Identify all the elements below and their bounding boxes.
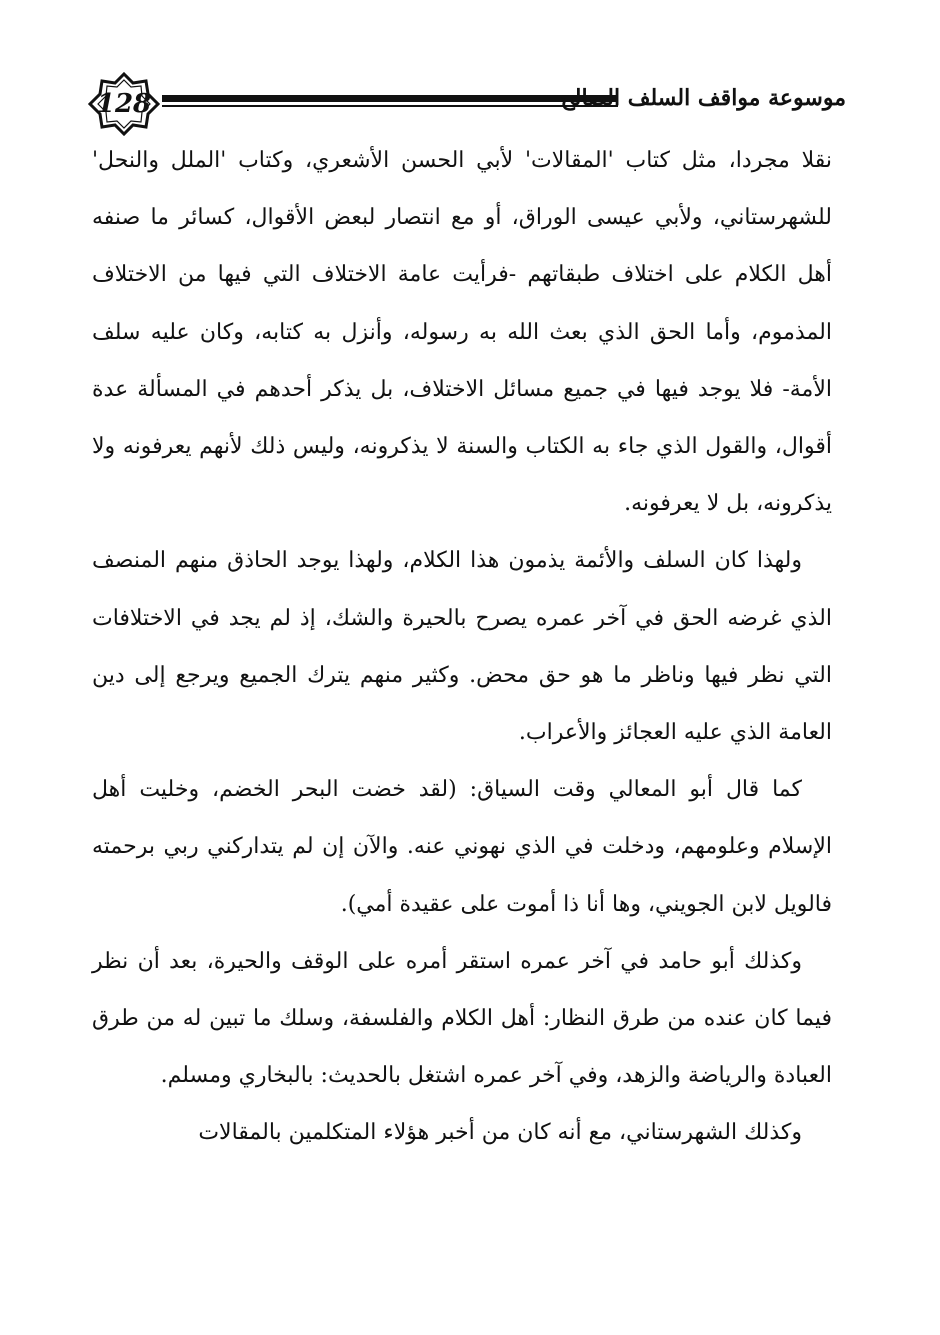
paragraph-5: وكذلك الشهرستاني، مع أنه كان من أخبر هؤلاء المتكلمين بالمقالات	[198, 1120, 802, 1146]
header-rule-thick	[162, 95, 618, 102]
header-rule	[162, 95, 618, 109]
page-body	[92, 132, 832, 1162]
paragraph-2: ولهذا كان السلف والأئمة يذمون هذا الكلام، ولهذا يوجد الحاذق منهم المنصف الذي غرضه الحق في آخر عمره يصرح بالحيرة والشك، إذ لم يجد في الاختلافات التي نظر فيها وناظر ما هو حق محض. وكثير منهم يترك الجميع ويرجع إلى دين العامة الذي عليه العجائز والأعراب.	[92, 548, 832, 746]
page-number: 128	[96, 89, 152, 119]
paragraph-4: وكذلك أبو حامد في آخر عمره استقر أمره على الوقف والحيرة، بعد أن نظر فيما كان عنده من طرق النظار: أهل الكلام والفلسفة، وسلك ما تبين له من طرق العبادة والرياضة والزهد، وفي آخر عمره اشتغل بالحديث: بالبخاري ومسلم.	[92, 948, 832, 1089]
header-rule-thin	[162, 105, 618, 107]
book-title: موسوعة مواقف السلف الصالح	[560, 85, 846, 111]
paragraph-3: كما قال أبو المعالي وقت السياق: (لقد خضت البحر الخضم، وخليت أهل الإسلام وعلومهم، ودخلت في الذي نهوني عنه. والآن إن لم يتداركني ربي برحمته فالويل لابن الجويني، وها أنا ذا أموت على عقيدة أمي).	[92, 777, 832, 917]
paragraph-1: نقلا مجردا، مثل كتاب 'المقالات' لأبي الحسن الأشعري، وكتاب 'الملل والنحل' للشهرستاني، ولأبي عيسى الوراق، أو مع انتصار لبعض الأقوال، كسائر ما صنفه أهل الكلام على اختلاف طبقاتهم -فرأيت عامة الاختلاف التي فيها من الاختلاف المذموم، وأما الحق الذي بعث الله به رسوله، وأنزل به كتابه، وكان عليه سلف الأمة- فلا يوجد فيها في جميع مسائل الاختلاف، بل يذكر أحدهم في المسألة عدة أقوال، والقول الذي جاء به الكتاب والسنة لا يذكرونه، وليس ذلك لأنهم يعرفونه ولا يذكرونه، بل لا يعرفونه.	[92, 148, 832, 517]
page-number-badge	[86, 72, 162, 136]
page-header	[86, 72, 846, 136]
